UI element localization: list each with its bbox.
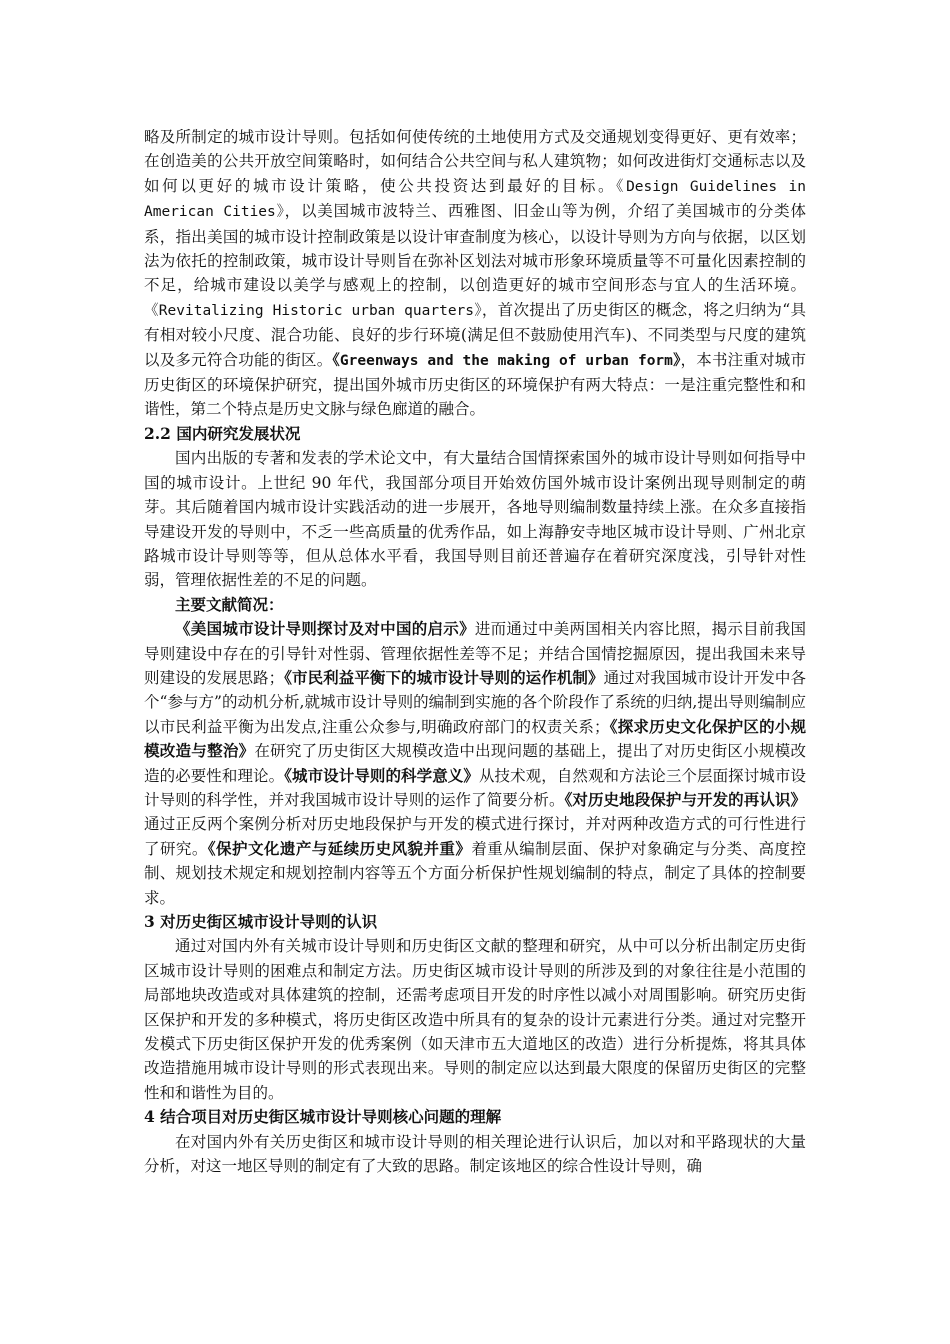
- section-heading-3: 3 对历史街区城市设计导则的认识: [144, 912, 378, 931]
- citation-1: 《美国城市设计导则探讨及对中国的启示》: [175, 619, 475, 639]
- paragraph-domestic-research: 国内出版的专著和发表的学术论文中，有大量结合国情探索国外的城市设计导则如何指导中国的城市设计。上世纪 90 年代，我国部分项目开始效仿国外城市设计案例出现导则制定的萌芽。其后随着国内城市设计实践活动的进一步展开，各地导则编制数量持续上涨。在众多直接指导建设开发的导则中，不乏一些高质量的优秀作品，如上海静安寺地区城市设计导则、广州北京路城市设计导则等等，但从总体水平看，我国导则目前还普遍存在着研究深度浅，引导针对性弱，管理依据性差的不足的问题。: [144, 449, 806, 590]
- paragraph-text: 进而通过中美两国相关内容比照，揭示目前我国导则建设中存在的引导针对性弱、管理依据性差等不足；并结合国情挖掘原因，提出我国未来导则建设的发展思路；: [144, 620, 806, 687]
- paragraph-text: ，首次提出了历史街区的概念，将之归纳为“具有相对较小尺度、混合功能、良好的步行环境(满足但不鼓励使用汽车)、不同类型与尺度的建筑以及多元符合功能的街区。: [144, 300, 806, 369]
- paragraph-project: 在对国内外有关历史街区和城市设计导则的相关理论进行认识后，加以对和平路现状的大量分析，对这一地区导则的制定有了大致的思路。制定该地区的综合性设计导则，确: [144, 1132, 806, 1176]
- paragraph-understanding: 通过对国内外有关城市设计导则和历史街区文献的整理和研究，从中可以分析出制定历史街区城市设计导则的困难点和制定方法。历史街区城市设计导则的所涉及到的对象往往是小范围的局部地块改造或对具体建筑的控制，还需考虑项目开发的时序性以减小对周围影响。研究历史街区保护和开发的多种模式，将历史街区改造中所具有的复杂的设计元素进行分类。通过对完整开发模式下历史街区保护开发的优秀案例（如天津市五大道地区的改造）进行分析提炼，将其具体改造措施用城市设计导则的形式表现出来。导则的制定应以达到最大限度的保留历史街区的完整性和和谐性为目的。: [144, 937, 806, 1102]
- citation-3: 《探求历史文化保护区的小规模改造与整治》: [144, 716, 806, 761]
- section-heading-4: 4 结合项目对历史街区城市设计导则核心问题的理解: [144, 1107, 502, 1127]
- paragraph-text: 略及所制定的城市设计导则。包括如何使传统的土地使用方式及交通规划变得更好、更有效率；在创造美的公共开放空间策略时，如何结合公共空间与私人建筑物；如何改进街灯交通标志以及如何以更好的城市设计策略，使公共投资达到最好的目标。: [144, 128, 806, 195]
- section-heading-2-2: 2.2 国内研究发展状况: [144, 423, 301, 443]
- paragraph-text: 通过正反两个案例分析对历史地段保护与开发的模式进行探讨，并对两种改造方式的可行性进行了研究。: [144, 815, 806, 858]
- paragraph-foreign-literature: [144, 125, 806, 422]
- paragraph-text: 通过对我国城市设计开发中各个“参与方”的动机分析,就城市设计导则的编制到实施的各个阶段作了系统的归纳,提出导则编制应以市民利益平衡为出发点,注重公众参与,明确政府部门的权责关系；: [144, 668, 806, 736]
- citation-design-guidelines: 《Design Guidelines in American Cities》: [144, 178, 806, 221]
- subheading-main-literature: 主要文献简况：: [175, 594, 284, 614]
- citation-4: 《城市设计导则的科学意义》: [284, 765, 479, 785]
- paragraph-text: 在研究了历史街区大规模改造中出现问题的基础上，提出了对历史街区小规模改造的必要性和理论。: [144, 742, 806, 785]
- citation-6: 《保护文化遗产与延续历史风貌并重》: [207, 838, 472, 858]
- citation-5: 《对历史地段保护与开发的再认识》: [564, 789, 806, 809]
- paragraph-text: 着重从编制层面、保护对象确定与分类、高度控制、规划技术规定和规划控制内容等五个方面分析保护性规划编制的特点，制定了具体的控制要求。: [144, 839, 806, 907]
- paragraph-literature-summary: [144, 617, 806, 910]
- citation-2: 《市民利益平衡下的城市设计导则的运作机制》: [284, 667, 604, 687]
- citation-revitalizing-historic: 《Revitalizing Historic urban quarters》: [144, 302, 482, 319]
- citation-greenways: 《Greenways and the making of urban form》: [332, 352, 681, 369]
- paragraph-text: 从技术观，自然观和方法论三个层面探讨城市设计导则的科学性，并对我国城市设计导则的运作了简要分析。: [144, 766, 806, 809]
- document-page: [144, 125, 806, 1178]
- paragraph-text: ，以美国城市波特兰、西雅图、旧金山等为例，介绍了美国城市的分类体系，指出美国的城市设计控制政策是以设计审查制度为核心，以设计导则为方向与依据，以区划法为依托的控制政策，城市设计导则旨在弥补区划法对城市形象环境质量等不可量化因素控制的不足，给城市建设以美学与感观上的控制，以创造更好的城市空间形态与宜人的生活环境。: [144, 202, 806, 295]
- paragraph-text: ，本书注重对城市历史街区的环境保护研究，提出国外城市历史街区的环境保护有两大特点：一是注重完整性和和谐性，第二个特点是历史文脉与绿色廊道的融合。: [144, 350, 806, 419]
